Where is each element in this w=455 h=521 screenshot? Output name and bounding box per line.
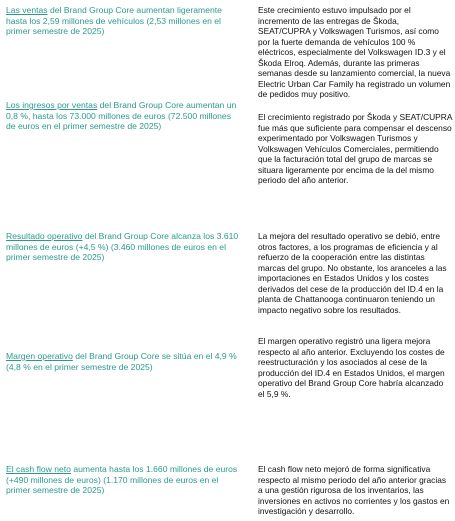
metric-summary: [6, 231, 242, 263]
metric-text: aumenta hasta los 1.660 millones de euros (+490 millones de euros) (1.170 millones de euros en el primer semestre de 2025): [6, 464, 238, 496]
metric-text: del Brand Group Core aumentan un 0,8 %, hasta los 73.000 millones de euros (72.500 millones de euros en el primer semestre de 2025): [6, 100, 237, 132]
metric-link[interactable]: Las ventas: [6, 5, 48, 15]
metric-explanation: Este crecimiento estuvo impulsado por el incremento de las entregas de Škoda, SEAT/CUPRA y Volkswagen Turismos, así como por la fuerte demanda de vehículos 100 % eléctricos, especialmente del Volkswagen ID.3 y el Škoda Elroq. Además, durante las primeras semanas desde su lanzamiento comercial, la nueva Electric Urban Car Family ha registrado un volumen de pedidos muy positivo.: [258, 5, 451, 99]
metric-link[interactable]: Margen operativo: [6, 351, 73, 361]
metric-explanation: El margen operativo registró una ligera mejora respecto al año anterior. Excluyendo los costes de reestructuración y los asociados al cese de la producción del ID.4 en Estados Unidos, el margen operativo del Brand Group Core habría alcanzado el 5,9 %.: [258, 336, 445, 399]
metric-text: del Brand Group Core se sitúa en el 4,9 % (4,8 % en el primer semestre de 2025): [6, 351, 237, 372]
metric-explanation: El crecimiento registrado por Škoda y SEAT/CUPRA fue más que suficiente para compensar el descenso experimentado por Volkswagen Turismos y Volkswagen Vehículos Comerciales, permitiendo que la facturación total del grupo de marcas se situara ligeramente por encima de la del mismo periodo del año anterior.: [258, 112, 452, 185]
metric-summary: [6, 351, 242, 372]
metric-text: del Brand Group Core alcanza los 3.610 millones de euros (+4,5 %) (3.460 millones de euros en el primer semestre de 2025): [6, 231, 239, 263]
metric-explanation: La mejora del resultado operativo se debió, entre otros factores, a los programas de eficiencia y al refuerzo de la cooperación entre las distintas marcas del grupo. No obstante, los aranceles a las importaciones en Estados Unidos y los costes derivados del cese de la producción del ID.4 en la planta de Chattanooga continuaron teniendo un impacto negativo sobre los resultados.: [258, 231, 447, 315]
metric-link[interactable]: Los ingresos por ventas: [6, 100, 98, 110]
metric-link[interactable]: El cash flow neto: [6, 464, 71, 474]
metric-summary: [6, 464, 242, 496]
metric-explanation: El cash flow neto mejoró de forma significativa respecto al mismo periodo del año anterior gracias a una gestión rigurosa de los inventarios, las inversiones en activos no corrientes y los gastos en investigación y desarrollo.: [258, 464, 450, 516]
metric-summary: [6, 100, 242, 132]
metric-text: del Brand Group Core aumentan ligeramente hasta los 2,59 millones de vehículos (2,53 millones en el primer semestre de 2025): [6, 5, 222, 37]
metric-link[interactable]: Resultado operativo: [6, 231, 83, 241]
metric-summary: [6, 5, 242, 37]
